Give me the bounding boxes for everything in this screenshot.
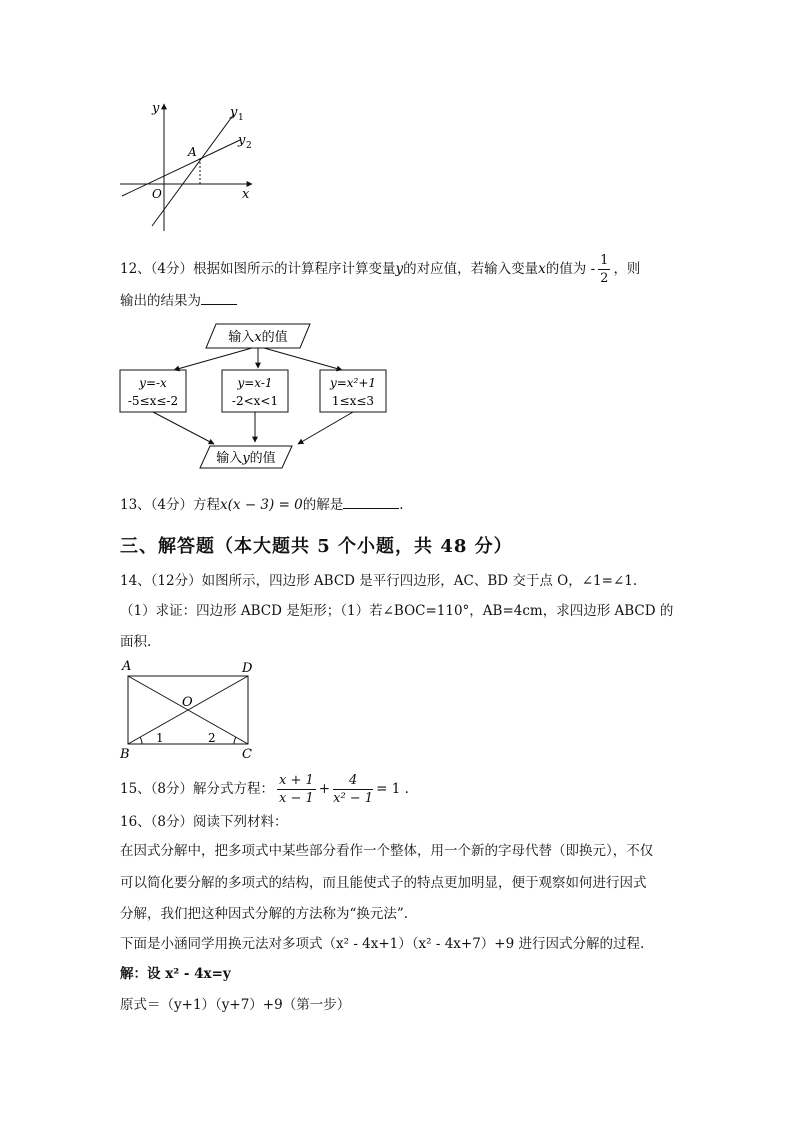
q14-line2: （1）求证：四边形 ABCD 是矩形；（1）若∠BOC=110°，AB=4cm，求四边形 ABCD 的 bbox=[120, 603, 674, 619]
q15-fraction-1 bbox=[277, 772, 316, 807]
q14-line1: 14、（12分）如图所示，四边形 ABCD 是平行四边形，AC、BD 交于点 O，∠1=∠1. bbox=[120, 573, 638, 589]
q14-line3: 面积. bbox=[120, 634, 152, 650]
question-13 bbox=[120, 494, 404, 515]
box3-formula: y=x²+1 bbox=[329, 376, 377, 390]
question-15 bbox=[120, 772, 409, 807]
vertex-a: A bbox=[122, 659, 132, 674]
q16-line2: 在因式分解中，把多项式中某些部分看作一个整体，用一个新的字母代替（即换元），不仅 bbox=[120, 843, 654, 859]
q12-var-y: y bbox=[395, 261, 404, 277]
angle-1-arc bbox=[140, 737, 142, 744]
q15-frac2-den: x² − 1 bbox=[333, 791, 374, 806]
q12-frac-num: 1 bbox=[600, 253, 609, 268]
q12-var-x: x bbox=[538, 261, 546, 277]
question-12 bbox=[120, 252, 640, 287]
q11-graph bbox=[112, 96, 262, 236]
line-y2 bbox=[122, 140, 240, 196]
box1-formula: y=-x bbox=[139, 376, 167, 390]
q12-answer-blank bbox=[201, 290, 237, 305]
q12-prefix: 12、（4分）根据如图所示的计算程序计算变量 bbox=[120, 261, 396, 277]
q12-line2-text: 输出的结果为 bbox=[120, 293, 201, 309]
q13-equation: x(x − 3) = 0 bbox=[220, 497, 303, 513]
q13-end: . bbox=[399, 497, 404, 513]
q15-fraction-2 bbox=[333, 772, 373, 807]
vertex-b: B bbox=[120, 747, 130, 762]
rectangle-figure bbox=[116, 656, 262, 764]
box3-range: 1≤x≤3 bbox=[331, 394, 375, 408]
angle-1-label: 1 bbox=[156, 731, 164, 745]
box1-range: -5≤x≤-2 bbox=[127, 394, 179, 408]
q13-prefix: 13、（4分）方程 bbox=[120, 497, 221, 513]
section-3-heading: 三、解答题（本大题共 5 个小题，共 48 分） bbox=[120, 536, 513, 557]
q12-mid: 的对应值，若输入变量 bbox=[403, 261, 539, 277]
line1-sub: 1 bbox=[238, 113, 244, 123]
angle-2-arc bbox=[234, 737, 236, 744]
vertex-d: D bbox=[242, 661, 253, 676]
q15-prefix: 15、（8分）解分式方程： bbox=[120, 781, 275, 797]
q16-line1: 16、（8分）阅读下列材料： bbox=[120, 814, 288, 830]
q16-line4: 分解，我们把这种因式分解的方法称为“换元法”. bbox=[120, 906, 409, 922]
angle-2-label: 2 bbox=[208, 731, 216, 745]
output-label: 输入y的值 bbox=[216, 451, 276, 466]
center-o: O bbox=[182, 695, 193, 710]
line2-label: y bbox=[238, 133, 246, 148]
q16-line5: 下面是小涵同学用换元法对多项式（x² - 4x+1）（x² - 4x+7）+9 进行因式分解的过程. bbox=[120, 936, 645, 952]
origin-label: O bbox=[152, 187, 162, 201]
line1-label: y bbox=[230, 105, 238, 120]
vertex-c: C bbox=[242, 747, 252, 762]
q12-line2 bbox=[120, 290, 237, 311]
q15-frac1-den: x − 1 bbox=[279, 791, 314, 806]
line2-sub: 2 bbox=[246, 141, 252, 151]
q12-fraction bbox=[598, 252, 610, 287]
q13-answer-blank bbox=[343, 494, 399, 509]
q15-plus: + bbox=[318, 781, 331, 797]
q15-eq: = 1 . bbox=[376, 781, 409, 797]
q16-line7: 原式＝（y+1）（y+7）+9（第一步） bbox=[120, 997, 351, 1013]
flowchart bbox=[112, 318, 394, 476]
point-a-label: A bbox=[188, 145, 197, 159]
q12-mid2: 的值为 - bbox=[545, 261, 596, 277]
box2-range: -2<x<1 bbox=[231, 394, 279, 408]
input-label: 输入x的值 bbox=[228, 330, 288, 345]
q15-frac1-num: x + 1 bbox=[279, 773, 314, 788]
q13-suffix: 的解是 bbox=[302, 497, 344, 513]
q16-line3: 可以简化要分解的多项式的结构，而且能使式子的特点更加明显，便于观察如何进行因式 bbox=[120, 875, 647, 891]
q12-suffix: ，则 bbox=[613, 261, 641, 277]
y-axis-label: y bbox=[152, 101, 160, 116]
q16-line6: 解：设 x² - 4x=y bbox=[120, 966, 231, 982]
q12-frac-den: 2 bbox=[600, 271, 609, 286]
x-axis-label: x bbox=[242, 187, 250, 202]
q15-frac2-num: 4 bbox=[333, 772, 373, 790]
box2-formula: y=x-1 bbox=[237, 376, 273, 390]
